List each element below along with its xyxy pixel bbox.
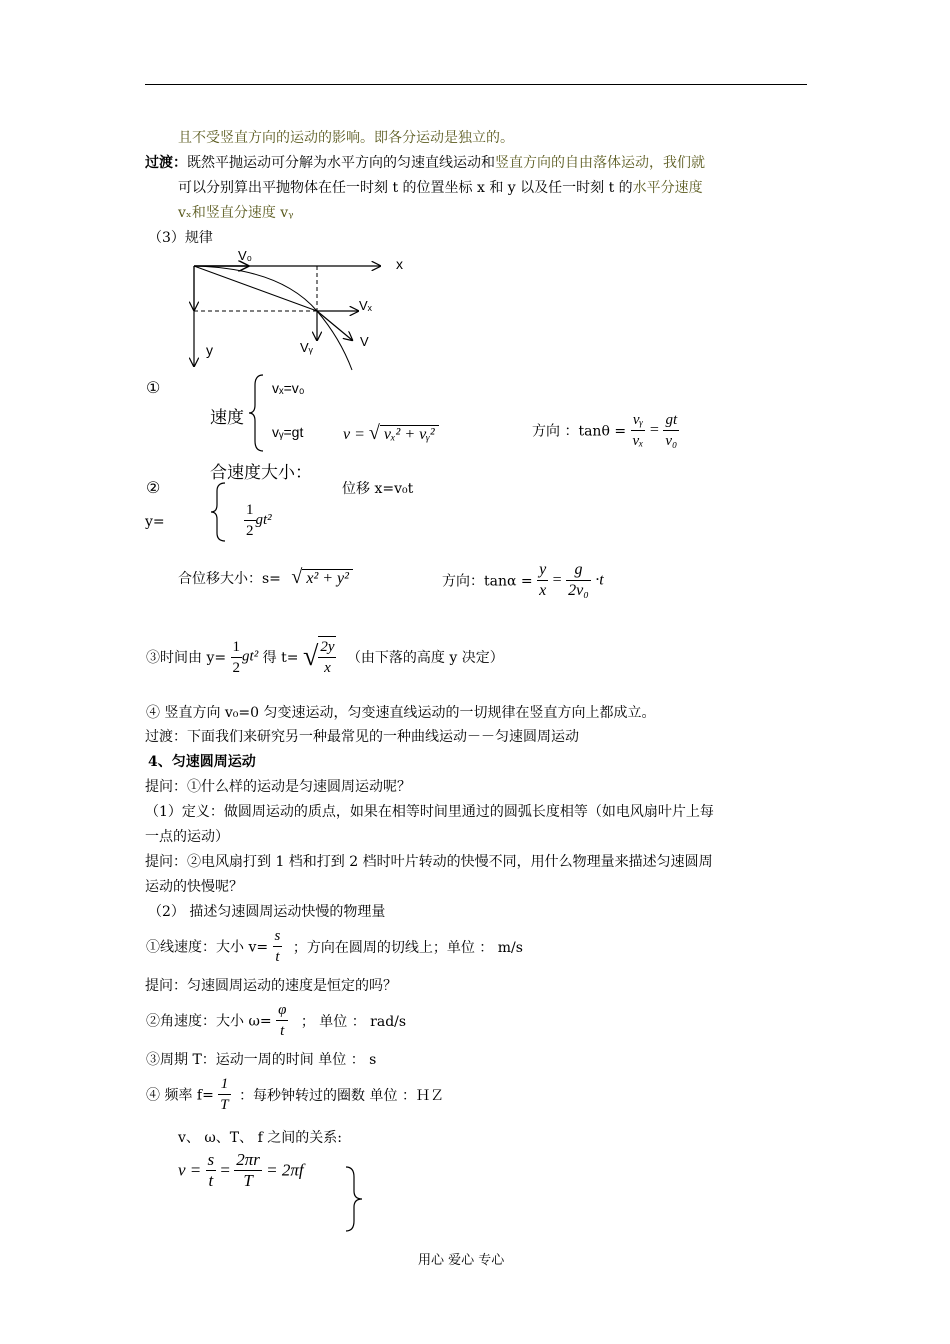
left-brace-2 xyxy=(210,481,228,543)
frac-num: gt xyxy=(663,410,679,431)
frac-den: T xyxy=(243,1171,253,1190)
footer: 用心 爱心 专心 xyxy=(418,1253,505,1268)
equals-sign: = xyxy=(552,571,562,589)
v-equation xyxy=(343,422,439,445)
half-fraction xyxy=(231,637,243,678)
text-line-2a: 既然平抛运动可分解为水平方向的匀速直线运动和 xyxy=(187,155,495,171)
angular-speed-suffix: ； 单位 ： rad/s xyxy=(300,1013,407,1030)
item3-text-a: ③时间由 y= xyxy=(146,650,227,666)
angular-speed xyxy=(146,1000,406,1041)
sqrt-symbol: √ xyxy=(302,641,319,672)
g-over-2vo xyxy=(566,560,591,601)
right-brace xyxy=(343,1165,365,1233)
trajectory-curve xyxy=(194,266,352,370)
vy-equation: vᵧ=gt xyxy=(272,424,304,440)
frac-num: g xyxy=(566,560,591,581)
item3-text-b: 得 t= xyxy=(262,650,299,666)
vy-label: Vᵧ xyxy=(300,340,313,355)
section-4-heading: 4、匀速圆周运动 xyxy=(148,754,256,770)
subsection-2: （2） 描述匀速圆周运动快慢的物理量 xyxy=(148,904,386,920)
velocity-direction xyxy=(532,410,679,451)
v-equation-radicand: vₓ² + vᵧ² xyxy=(380,425,439,443)
text-line-2b: 竖直方向的自由落体运动，我们就 xyxy=(495,155,705,171)
half-fraction xyxy=(244,500,256,541)
projectile-diagram xyxy=(180,248,420,373)
y-over-x xyxy=(537,560,548,601)
frequency-suffix: ：每秒钟转过的圈数 单位 ：ＨＺ xyxy=(239,1087,444,1104)
linear-speed xyxy=(146,926,523,967)
definition-line-2: 一点的运动） xyxy=(145,829,229,845)
s-over-t xyxy=(273,926,283,967)
section-rules: （3）规律 xyxy=(148,230,213,246)
frac-den: x xyxy=(324,660,331,676)
frac-num: 2πr xyxy=(236,1150,260,1169)
item2-marker: ② xyxy=(146,478,161,497)
frac-den: 2v₀ xyxy=(568,582,589,599)
equals-sign: = xyxy=(649,421,659,439)
definition-line-1: （1）定义：做圆周运动的质点，如果在相等时间里通过的圆弧长度相等（如电风扇叶片上每 xyxy=(145,804,714,820)
text-line-4: vₓ和竖直分速度 vᵧ xyxy=(178,205,294,221)
text-line-2 xyxy=(145,152,705,172)
transition-label: 过渡： xyxy=(145,155,187,171)
frac-den: t xyxy=(208,1171,214,1190)
question-2-line-1: 提问：②电风扇打到 1 档和打到 2 档时叶片转动的快慢不同，用什么物理量来描述匀速圆周 xyxy=(145,854,713,870)
frequency-prefix: ④ 频率 f= xyxy=(146,1087,214,1104)
frac-den: 2 xyxy=(246,523,254,539)
angular-speed-prefix: ②角速度：大小 ω= xyxy=(146,1013,272,1030)
frac-den: t xyxy=(280,1023,285,1039)
frac-den: 2 xyxy=(232,659,241,676)
transition-2: 过渡：下面我们来研究另一种最常见的一种曲线运动－－匀速圆周运动 xyxy=(145,729,579,745)
one-over-T xyxy=(218,1074,230,1115)
v-equation-lhs: v = xyxy=(343,426,365,443)
total-displacement xyxy=(178,566,353,589)
dot-t: ·t xyxy=(595,571,604,589)
frac-num: 1 xyxy=(218,1074,230,1095)
question-2-line-2: 运动的快慢呢？ xyxy=(145,879,243,895)
frac-den: vₓ xyxy=(632,433,644,449)
vx-equation: vₓ=v₀ xyxy=(272,380,305,396)
frac-num: y xyxy=(537,560,548,581)
header-rule xyxy=(145,84,807,85)
2y-over-x xyxy=(318,636,336,678)
frequency xyxy=(146,1074,444,1115)
frac-num: s xyxy=(207,1150,215,1169)
question-3: 提问：匀速圆周运动的速度是恒定的吗？ xyxy=(145,978,397,994)
text-line-3a: 可以分别算出平抛物体在任一时刻 t 的位置坐标 x 和 y 以及任一时刻 t 的 xyxy=(178,180,633,196)
left-brace-1 xyxy=(248,373,266,453)
frac-num: s xyxy=(273,926,283,947)
velocity-direction-label: 方向 ：tanθ = xyxy=(532,423,627,440)
frac-num: 1 xyxy=(244,500,256,521)
linear-speed-prefix: ①线速度：大小 v= xyxy=(146,939,269,956)
total-displacement-radicand: x² + y² xyxy=(302,569,353,587)
relation-lhs: v = xyxy=(178,1160,202,1180)
linear-speed-suffix: ；方向在圆周的切线上；单位 ： m/s xyxy=(292,939,523,956)
displacement-x: 位移 x=v₀t xyxy=(342,481,414,497)
total-displacement-label: 合位移大小：s= xyxy=(178,571,281,587)
item3-time xyxy=(146,636,504,678)
vo-label: V₀ xyxy=(238,248,253,263)
frac-num: 2y xyxy=(318,637,336,658)
relation-title: v、 ω、T、 f 之间的关系: xyxy=(178,1130,342,1146)
displacement-direction-label: 方向：tanα = xyxy=(442,573,533,590)
period-line: ③周期 T：运动一周的时间 单位 ： s xyxy=(146,1052,377,1068)
resultant-speed-heading: 合速度大小： xyxy=(210,463,312,482)
gt2: gt² xyxy=(242,648,259,665)
s-over-t xyxy=(206,1150,217,1191)
speed-label: 速度 xyxy=(210,408,244,427)
2pir-over-T xyxy=(234,1150,262,1191)
y-label: y xyxy=(206,342,213,358)
vy-over-vx xyxy=(631,410,646,451)
sqrt-symbol: √ xyxy=(368,422,380,444)
frac-den: x xyxy=(539,582,547,599)
item1-marker: ① xyxy=(146,378,161,397)
y-equals: y= xyxy=(145,514,165,530)
vx-label: Vₓ xyxy=(359,298,372,313)
gt2: gt² xyxy=(255,512,272,528)
question-1: 提问：①什么样的运动是匀速圆周运动呢？ xyxy=(145,779,411,795)
frac-num: 1 xyxy=(231,637,243,658)
frac-num: φ xyxy=(276,1000,288,1021)
v-label: V xyxy=(360,334,369,349)
frac-num: vᵧ xyxy=(631,410,646,431)
displacement-direction xyxy=(442,560,604,601)
text-line-3b: 水平分速度 xyxy=(632,180,703,196)
frac-den: v₀ xyxy=(665,433,678,449)
sqrt-symbol: √ xyxy=(291,566,303,588)
gt-over-vo xyxy=(663,410,679,451)
relation-tail: = 2πf xyxy=(266,1160,304,1180)
x-label: x xyxy=(396,256,403,272)
frac-den: t xyxy=(275,949,280,965)
text-line-1: 且不受竖直方向的运动的影响。即各分运动是独立的。 xyxy=(178,130,514,146)
relation-equation xyxy=(178,1150,304,1191)
displacement-line xyxy=(194,266,317,311)
item3-text-c: （由下落的高度 y 决定） xyxy=(346,650,504,666)
frac-den: T xyxy=(220,1097,229,1113)
half-gt2 xyxy=(244,500,272,541)
item4-text: ④ 竖直方向 v₀=0 匀变速运动，匀变速直线运动的一切规律在竖直方向上都成立。 xyxy=(146,705,656,721)
text-line-3 xyxy=(178,177,703,197)
phi-over-t xyxy=(276,1000,288,1041)
equals-sign: = xyxy=(220,1160,230,1180)
